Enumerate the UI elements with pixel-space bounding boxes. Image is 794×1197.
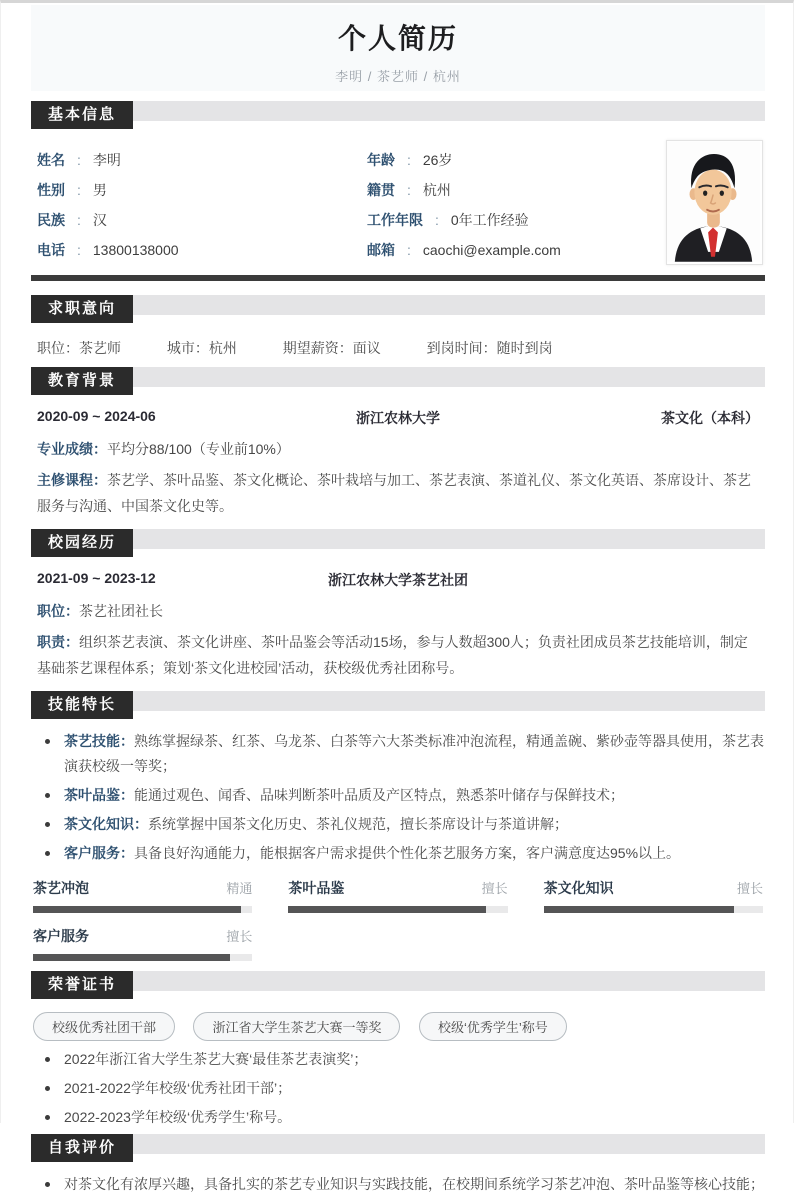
honor-list xyxy=(31,1047,765,1130)
campus-duty: 职责：组织茶艺表演、茶文化讲座、茶叶品鉴会等活动15场，参与人数超300人；负责社团成员茶艺技能培训，制定基础茶艺课程体系；策划‘茶文化进校园’活动，获校级优秀社团称号。 xyxy=(37,634,748,676)
section-header-campus xyxy=(31,529,765,557)
section-campus-experience xyxy=(31,529,765,681)
field-colon: : xyxy=(77,152,81,168)
campus-position-line: 职位：茶艺社团社长 xyxy=(37,603,163,619)
field-value: 26岁 xyxy=(422,152,453,168)
section-header-bar xyxy=(31,1134,765,1154)
campus-org: 浙江农林大学茶艺社团 xyxy=(328,572,468,588)
field-label: 工作年限 xyxy=(367,212,423,228)
intent-city: 城市：杭州 xyxy=(166,340,237,356)
position-value: 茶艺社团社长 xyxy=(79,603,163,619)
section-header-bar xyxy=(31,529,765,549)
education-period: 2020-09 ~ 2024-06 xyxy=(37,408,156,424)
id-photo xyxy=(666,140,763,265)
courses-label: 主修课程 xyxy=(37,472,93,488)
field-label: 籍贯 xyxy=(367,182,395,198)
field-label: 邮箱 xyxy=(367,242,395,258)
duty-label: 职责 xyxy=(37,634,65,650)
field-value: caochi@example.com xyxy=(422,242,561,258)
section-self-evaluation xyxy=(31,1134,765,1197)
field-colon: : xyxy=(77,212,81,228)
field-gender xyxy=(37,180,367,200)
field-colon: : xyxy=(407,242,411,258)
skill-bar-brewing: 茶艺冲泡 精通 xyxy=(33,878,252,913)
field-value: 13800138000 xyxy=(92,242,179,258)
field-label: 姓名 xyxy=(37,152,65,168)
job-intent-line xyxy=(37,335,765,361)
section-header-honors xyxy=(31,971,765,999)
list-item: 2022-2023学年校级‘优秀学生’称号。 xyxy=(45,1105,765,1130)
section-badge-basic: 基本信息 xyxy=(31,101,133,129)
intent-availability: 到岗时间：随时到岗 xyxy=(426,340,553,356)
bullet-dot-icon xyxy=(45,1057,50,1062)
field-value: 0年工作经验 xyxy=(450,212,529,228)
section-header-bar xyxy=(31,691,765,711)
skills-list xyxy=(31,729,765,866)
section-divider xyxy=(31,275,765,281)
field-colon: : xyxy=(77,182,81,198)
list-item: 客户服务：具备良好沟通能力，能根据客户需求提供个性化茶艺服务方案，客户满意度达95%以上。 xyxy=(45,841,765,866)
section-badge-evaluation: 自我评价 xyxy=(31,1134,133,1162)
education-courses: 主修课程：茶艺学、茶叶品鉴、茶文化概论、茶叶栽培与加工、茶艺表演、茶道礼仪、茶文化英语、茶席设计、茶艺服务与沟通、中国茶文化史等。 xyxy=(37,472,751,514)
list-item: 茶叶品鉴：能通过观色、闻香、品味判断茶叶品质及产区特点，熟悉茶叶储存与保鲜技术； xyxy=(45,783,765,808)
section-skills xyxy=(31,691,765,961)
position-label: 职位 xyxy=(37,603,65,619)
field-label: 民族 xyxy=(37,212,65,228)
skill-bar-service: 客户服务 擅长 xyxy=(33,926,252,961)
section-badge-intent: 求职意向 xyxy=(31,295,133,323)
section-header-basic xyxy=(31,101,765,129)
education-school: 浙江农林大学 xyxy=(356,410,440,426)
list-item: 茶文化知识：系统掌握中国茶文化历史、茶礼仪规范，擅长茶席设计与茶道讲解； xyxy=(45,812,765,837)
resume-page xyxy=(1,5,793,1197)
section-header-intent xyxy=(31,295,765,323)
honor-tag: 浙江省大学生茶艺大赛一等奖 xyxy=(193,1012,400,1041)
list-item: 对茶文化有浓厚兴趣，具备扎实的茶艺专业知识与实践技能，在校期间系统学习茶艺冲泡、茶叶品鉴等核心技能； xyxy=(45,1172,765,1197)
section-basic-info xyxy=(31,101,765,265)
section-job-intent xyxy=(31,295,765,361)
list-item: 2021-2022学年校级‘优秀社团干部’； xyxy=(45,1076,765,1101)
page-subtitle: 李明 / 茶艺师 / 杭州 xyxy=(335,69,461,84)
field-name xyxy=(37,150,367,170)
field-value: 男 xyxy=(92,182,107,198)
honor-tag: 校级优秀社团干部 xyxy=(33,1012,175,1041)
section-education xyxy=(31,367,765,519)
intent-salary: 期望薪资：面议 xyxy=(282,340,381,356)
honor-tag: 校级‘优秀学生’称号 xyxy=(419,1012,567,1041)
section-header-evaluation xyxy=(31,1134,765,1162)
gpa-value: 平均分88/100（专业前10%） xyxy=(107,441,290,457)
section-header-bar xyxy=(31,101,765,121)
honor-tags xyxy=(33,1012,765,1041)
section-header-bar xyxy=(31,971,765,991)
intent-position: 职位：茶艺师 xyxy=(37,340,121,356)
campus-row xyxy=(37,570,759,590)
section-badge-education: 教育背景 xyxy=(31,367,133,395)
education-major: 茶文化（本科） xyxy=(661,410,759,426)
skill-bar-culture: 茶文化知识 擅长 xyxy=(544,878,763,913)
bullet-dot-icon xyxy=(45,1182,50,1187)
list-item: 2022年浙江省大学生茶艺大赛‘最佳茶艺表演奖’； xyxy=(45,1047,765,1072)
courses-text: 茶艺学、茶叶品鉴、茶文化概论、茶叶栽培与加工、茶艺表演、茶道礼仪、茶文化英语、茶席设计、茶艺服务与沟通、中国茶文化史等。 xyxy=(37,472,751,514)
list-item: 茶艺技能：熟练掌握绿茶、红茶、乌龙茶、白茶等六大茶类标准冲泡流程，精通盖碗、紫砂壶等器具使用，茶艺表演获校级一等奖； xyxy=(45,729,765,779)
section-badge-honors: 荣誉证书 xyxy=(31,971,133,999)
field-value: 李明 xyxy=(92,152,121,168)
skill-bar-track xyxy=(33,954,252,961)
section-honors xyxy=(31,971,765,1130)
bullet-dot-icon xyxy=(45,1086,50,1091)
basic-info-fields xyxy=(37,145,765,265)
field-colon: : xyxy=(77,242,81,258)
section-header-skills xyxy=(31,691,765,719)
section-header-bar xyxy=(31,367,765,387)
skill-bar-fill xyxy=(288,906,485,913)
campus-period: 2021-09 ~ 2023-12 xyxy=(37,570,156,586)
field-phone xyxy=(37,240,367,260)
section-header-education xyxy=(31,367,765,395)
skill-bars xyxy=(33,878,763,961)
skill-bar-track xyxy=(33,906,252,913)
field-colon: : xyxy=(407,182,411,198)
field-label: 性别 xyxy=(37,182,65,198)
evaluation-list xyxy=(31,1172,765,1197)
bullet-dot-icon xyxy=(45,739,50,744)
field-label: 年龄 xyxy=(367,152,395,168)
skill-bar-fill xyxy=(33,954,230,961)
gpa-label: 专业成绩 xyxy=(37,441,93,457)
field-colon: : xyxy=(407,152,411,168)
bullet-dot-icon xyxy=(45,822,50,827)
duty-text: 组织茶艺表演、茶文化讲座、茶叶品鉴会等活动15场，参与人数超300人；负责社团成员茶艺技能培训，制定基础茶艺课程体系；策划‘茶文化进校园’活动，获校级优秀社团称号。 xyxy=(37,634,748,676)
field-value: 汉 xyxy=(92,212,107,228)
education-row xyxy=(37,408,759,428)
page-title: 个人简历 xyxy=(337,23,458,54)
bullet-dot-icon xyxy=(45,793,50,798)
cartoon-portrait xyxy=(667,141,760,262)
field-colon: : xyxy=(435,212,439,228)
skill-bar-track xyxy=(288,906,507,913)
skill-bar-fill xyxy=(33,906,241,913)
education-gpa-line: 专业成绩：平均分88/100（专业前10%） xyxy=(37,441,290,457)
bullet-dot-icon xyxy=(45,1115,50,1120)
section-badge-campus: 校园经历 xyxy=(31,529,133,557)
skill-bar-track xyxy=(544,906,763,913)
skill-bar-fill xyxy=(544,906,735,913)
bullet-dot-icon xyxy=(45,851,50,856)
field-ethnicity xyxy=(37,210,367,230)
document-header xyxy=(31,5,765,91)
field-label: 电话 xyxy=(37,242,65,258)
skill-bar-tasting: 茶叶品鉴 擅长 xyxy=(288,878,507,913)
section-header-bar xyxy=(31,295,765,315)
field-value: 杭州 xyxy=(422,182,451,198)
section-badge-skills: 技能特长 xyxy=(31,691,133,719)
